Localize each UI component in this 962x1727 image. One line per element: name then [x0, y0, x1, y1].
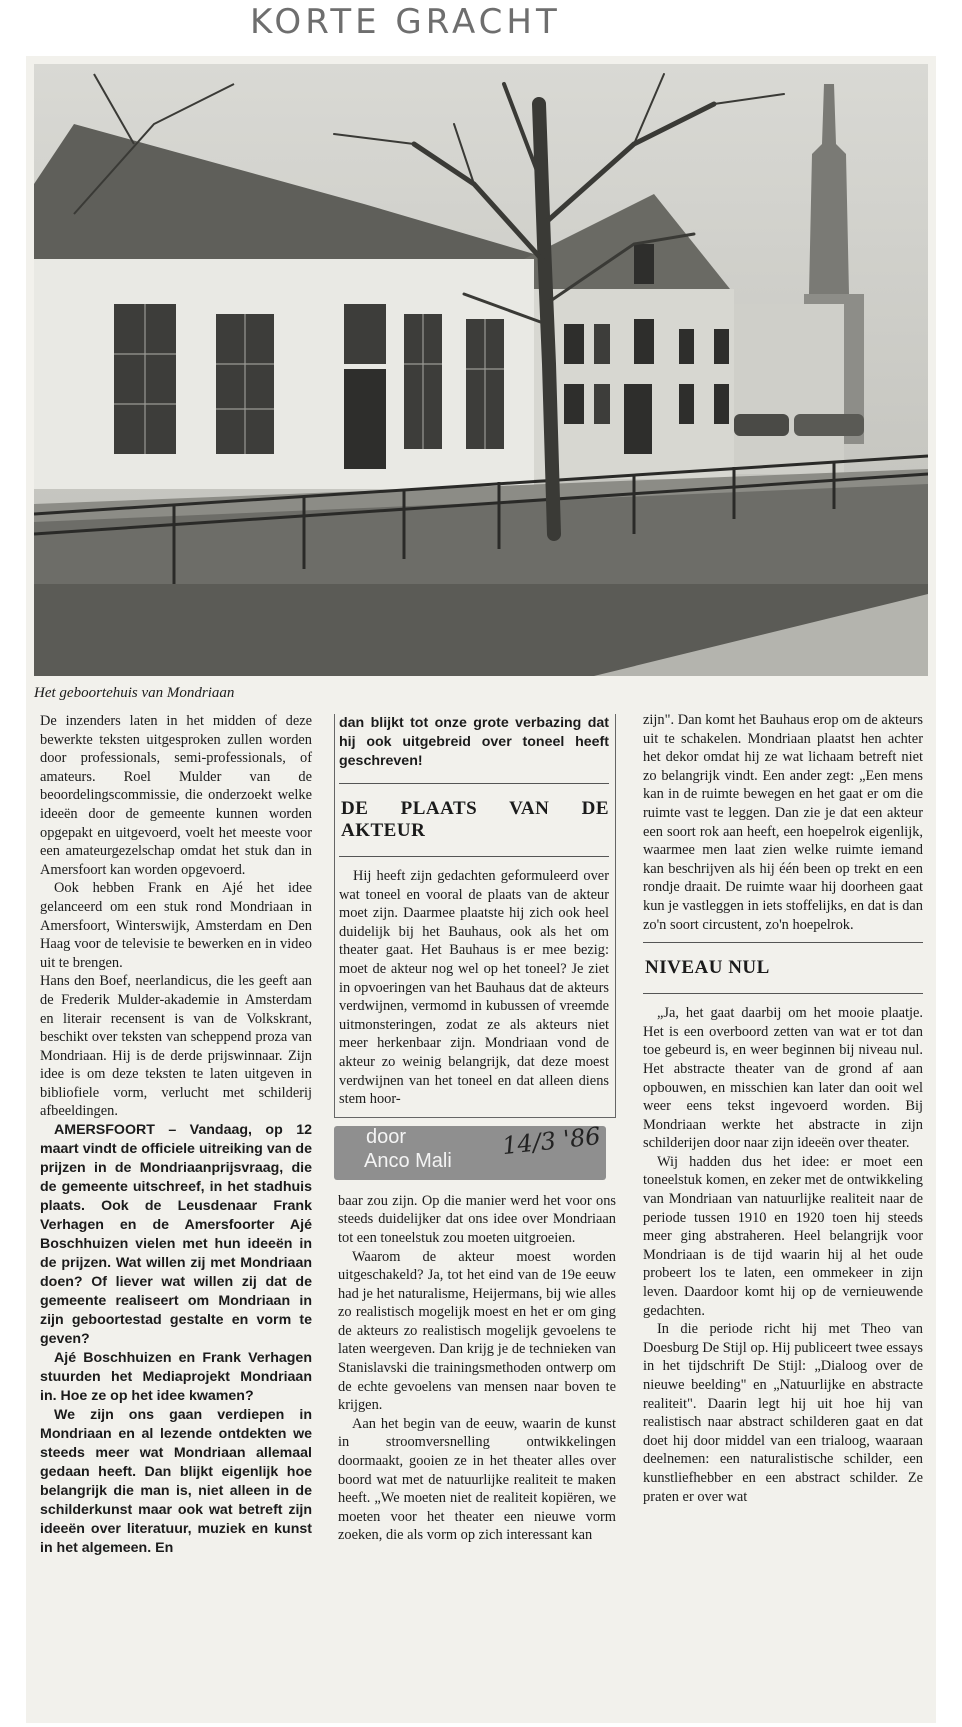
divider: [339, 783, 609, 784]
boxed-section: [334, 714, 616, 1118]
section-heading: NIVEAU NUL: [645, 957, 770, 979]
author-byline: [334, 1121, 606, 1180]
house-photo: [34, 64, 928, 676]
photo-caption: Het geboortehuis van Mondriaan: [34, 685, 235, 701]
handwritten-date: 14/3 '86: [500, 1121, 602, 1160]
author-name: Anco Mali: [364, 1149, 452, 1172]
article-paragraph: Aan het begin van de eeuw, waarin de kunst in stroomversnelling ontwikkelingen doormaakt, gooien ze in het theater alles over boord wat met de natuurlijke realiteit te maken heeft. „We moeten niet de realiteit kopiëren, we moeten voor het theater een nieuwe vorm zoeken, die als vorm op zich interessant kan: [338, 1415, 616, 1544]
article-lead: AMERSFOORT – Vandaag, op 12 maart vindt de officiele uitreiking van de prijzen in de Mondriaanprijsvraag, die de gemeente uitschreef, in het stadhuis plaats. Ook de Leusdenaar Frank Verhagen en de Amersfoorter Ajé Boschhuizen vielen met hun ideeën in de prijzen. Wat willen zij met Mondriaan doen? Of liever wat willen zij dat de gemeente realiseert om Mondriaan in zijn geboortestad gestalte en vorm te geven?: [40, 1122, 312, 1348]
byline-prefix: door: [366, 1125, 407, 1148]
article-lead-continued: dan blijkt tot onze grote verbazing dat hij ook uitgebreid over toneel heeft geschreven!: [339, 715, 609, 769]
column-2: [338, 714, 616, 1545]
section-heading: DE PLAATS VAN DE AKTEUR: [341, 798, 609, 841]
article-paragraph: Waarom de akteur moest worden uitgeschakeld? Ja, tot het eind van de 19e eeuw had je het naturalisme, Heijermans, bij wie alles zo realistisch mogelijk moest en het er om ging de akteurs zo realistisch mogelijk gevoelens te laten weergeven. Dan krijg je de technieken van Stanislavski die trainingsmethoden ontwerp om de echte gevoelens van mensen naar boven te krijgen.: [338, 1248, 616, 1414]
article-paragraph: De inzenders laten in het midden of deze bewerkte teksten uitgesproken zullen worden door professionals, semi-professionals, of amateurs. Roel Mulder van de beoordelingscommissie, die onderzoekt welke ideeën door de gemeente kunnen worden opgepakt en uitgevoerd, voelt het meeste voor een amateurgezelschap omdat het stuk dan in Amersfoort kan worden opgevoerd.: [40, 713, 312, 878]
article-paragraph: Ook hebben Frank en Ajé het idee gelanceerd om een stuk rond Mondriaan in Amersfoort, Winterswijk, Amsterdam en Den Haag voor de televisie te bewerken en in video uit te brengen.: [40, 880, 312, 971]
divider: [643, 942, 923, 943]
column-1: [40, 712, 312, 1558]
article-lead: Ajé Boschhuizen en Frank Verhagen stuurden het Mediaprojekt Mondriaan in. Hoe ze op het idee kwamen?: [40, 1350, 312, 1405]
article-paragraph: „Ja, het gaat daarbij om het mooie plaatje. Het is een overboord zetten van wat er tot dan toe gebeurd is, en weer beginnen bij niveau nul. Het abstracte theater van de grond af aan opbouwen, en misschien kan later dan ooit wel weer eens tekst ingevoerd worden. Bij Mondriaan werkte het abstracte in zijn schilderijen door naar zijn ideeën over theater.: [643, 1005, 923, 1152]
divider: [643, 993, 923, 994]
article-lead: We zijn ons gaan verdiepen in Mondriaan en al lezende ontdekten we steeds meer wat Mondriaan allemaal gedaan heeft. Dan blijkt eigenlijk hoe belangrijk die man is, niet alleen in de schilderkunst maar ook wat betreft zijn ideeën over literatuur, muziek en kunst in het algemeen. En: [40, 1407, 312, 1557]
article-paragraph: baar zou zijn. Op die manier werd het voor ons steeds duidelijker dat ons idee over Mondriaan tot een toneelstuk zou moeten uitgroeien.: [338, 1192, 616, 1246]
article-paragraph: Wij hadden dus het idee: er moet een toneelstuk komen, en zeker met de ontwikkeling van Mondriaan van natuurlijke realiteit naar de periode tussen 1910 en 1920 toen hij steeds meer ging abstraheren. Heel belangrijk voor Mondriaan is de tijd waarin hij al het oude probeert los te laten, een ommekeer in zijn leven. Daardoor komt hij op de vernieuwende gedachten.: [643, 1153, 923, 1319]
handwritten-heading: KORTE GRACHT: [250, 2, 561, 42]
newspaper-clipping: [26, 56, 936, 1723]
article-paragraph: Hij heeft zijn gedachten geformuleerd over wat toneel en vooral de plaats van de akteur moet zijn. Daarmee plaatste hij zich ook heel duidelijk bij het Bauhaus, ook als het om theater gaat. Het Bauhaus is er mee bezig: moet de akteur nog wel op het toneel? Je ziet in opvoeringen van het Bauhaus dat de akteurs verdwijnen, vermomd in kubussen of vreemde uitmonsteringen, zodat ze als akteurs niet meer herkenbaar zijn. Mondriaan vond de akteur zo weinig belangrijk, dat deze moest verdwijnen van het toneel en dat alleen diens stem hoor-: [339, 868, 609, 1108]
column-3: [643, 711, 923, 1506]
photo-illustration: [34, 64, 928, 676]
article-paragraph: zijn". Dan komt het Bauhaus erop om de akteurs uit te schakelen. Mondriaan plaatst hen achter het dekor omdat hij ze wat lichaam betreft niet zo belangrijk vindt. Een ander zegt: „Een mens kan in de ruimte bewegen en het gaat er om die ruimte vast te leggen. Dan zie je dat een akteur een soort rok aan heeft, een hoepelrok eigenlijk, waarmee men laat zien welke ruimte iemand kan beschrijven als hij één been op trekt en een rondje draait. De ruimte waar hij doorheen gaat kun je vastleggen in iets stoffelijks, en dat is dan zo'n soort circustent, zo'n hoepelrok.: [643, 712, 923, 933]
article-paragraph: In die periode richt hij met Theo van Doesburg De Stijl op. Hij publiceert twee essays in het tijdschrift De Stijl: „Dialoog over de nieuwe beelding" en „Natuurlijke en abstracte realiteit". Daarin legt hij uit hoe hij van realistisch naar abstract schilderen gaat en dat doet hij door middel van een trialoog, waaraan deelnemen: een naturalistische schilder, een kunstliefhebber en een abstract schilder. Ze praten er over wat: [643, 1321, 923, 1505]
article-paragraph: Hans den Boef, neerlandicus, die les geeft aan de Frederik Mulder-akademie in Amsterdam en literair recensent is van de Volkskrant, beschikt over teksten van scheppend proza van Mondriaan. Hij is de derde prijswinnaar. Zijn idee is om deze teksten te laten uitgeven in bibliofiele vorm, verlucht met schilderij afbeeldingen.: [40, 973, 312, 1120]
divider: [339, 856, 609, 857]
